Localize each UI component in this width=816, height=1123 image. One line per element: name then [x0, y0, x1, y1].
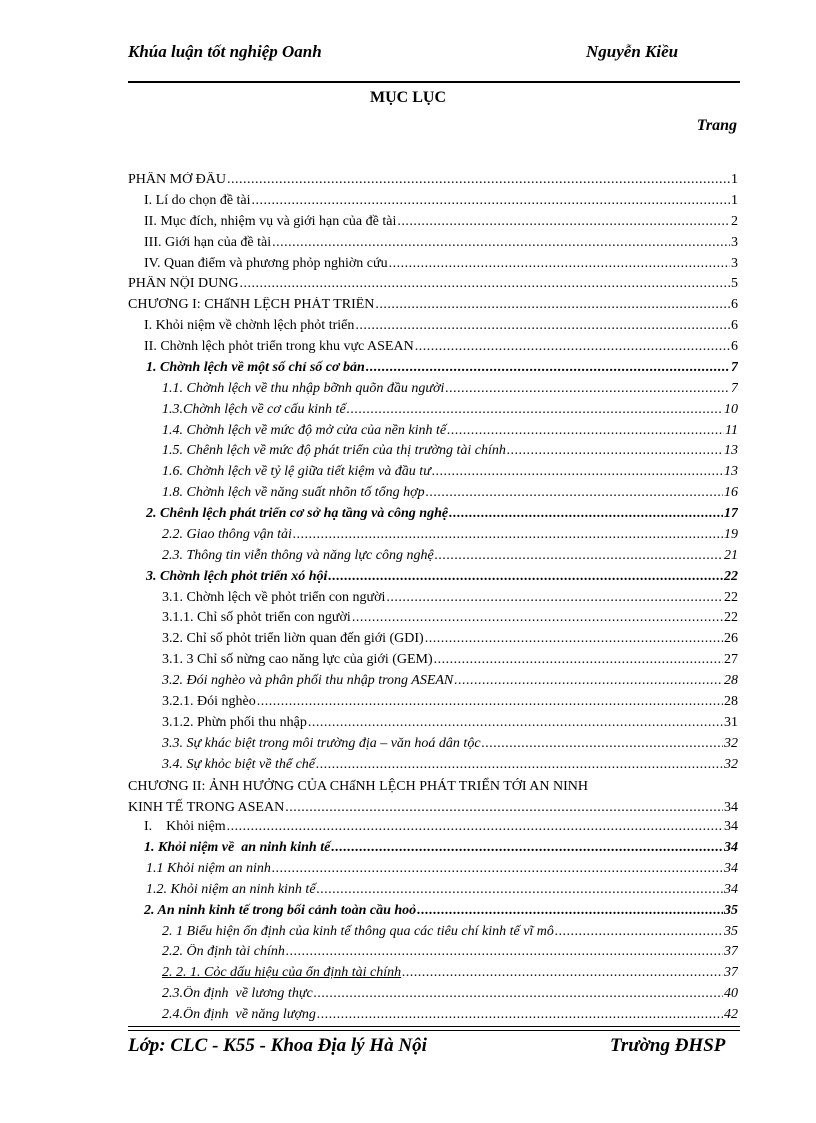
- toc-leader: [308, 715, 723, 731]
- toc-entry-page: 10: [724, 401, 738, 417]
- toc-leader: [285, 800, 723, 816]
- toc-leader: [293, 527, 723, 543]
- toc-leader: [507, 443, 723, 459]
- toc-entry-page: 31: [724, 714, 738, 730]
- toc-entry-text: III. Giới hạn của đề tài: [144, 234, 272, 250]
- toc-entry-page: 37: [724, 944, 738, 960]
- toc-entry-page: 27: [724, 652, 738, 668]
- toc-entry[interactable]: [128, 464, 738, 485]
- toc-entry[interactable]: [128, 506, 738, 527]
- toc-entry[interactable]: [128, 986, 738, 1007]
- toc-entry-page: 13: [724, 464, 738, 480]
- footer-right: Trường ĐHSP: [610, 1035, 726, 1056]
- toc-entry-text: 3.3. Sự khác biệt trong môi trường địa – văn hoá dân tộc: [162, 735, 481, 751]
- toc-leader: [352, 610, 723, 626]
- toc-entry-text: 1. Chờnh lệch về một số chỉ số cơ bản: [146, 359, 365, 375]
- toc-entry-text: 1. Khỏi niệm về an ninh kinh tế: [144, 840, 331, 855]
- toc-leader: [375, 297, 730, 313]
- toc-leader: [432, 464, 723, 480]
- toc-entry-text-cont: KINH TẾ TRONG ASEAN: [128, 800, 285, 816]
- toc-entry[interactable]: [128, 965, 738, 986]
- toc-leader: [454, 673, 723, 689]
- toc-leader: [272, 235, 730, 251]
- toc-entry-page: 3: [731, 234, 738, 250]
- toc-leader: [386, 590, 723, 606]
- toc-leader: [227, 819, 723, 835]
- toc-entry-text: 1.6. Chờnh lệch về tỷ lệ giữa tiết kiệm và đầu tư: [162, 464, 431, 480]
- toc-entry-text: CHƯƠNG I: CHấNH LỆCH PHÁT TRIỂN: [128, 297, 375, 313]
- toc-entry-page: 7: [731, 380, 738, 396]
- toc-entry-page: 40: [724, 986, 738, 1002]
- toc-leader: [397, 214, 730, 230]
- toc-entry[interactable]: [128, 381, 738, 402]
- page-column-label: Trang: [696, 117, 737, 134]
- toc-entry-text: PHẦN MỞ ĐẦU: [128, 172, 227, 187]
- toc-leader: [257, 694, 723, 710]
- toc-entry-text: 3.2. Đói nghèo và phân phối thu nhập trong ASEAN: [162, 673, 454, 688]
- toc-entry[interactable]: [128, 903, 738, 924]
- toc-entry[interactable]: [128, 193, 738, 214]
- toc-entry-text: 2. Chênh lệch phát triển cơ sở hạ tầng và công nghệ: [146, 506, 449, 521]
- toc-entry[interactable]: [128, 235, 738, 256]
- toc-entry-page: 19: [724, 526, 738, 542]
- table-of-contents: [128, 172, 738, 1028]
- toc-leader: [417, 903, 723, 919]
- toc-leader: [415, 339, 730, 355]
- toc-leader: [482, 736, 723, 752]
- toc-entry-text: 3.4. Sự khỏc biệt về thể chế: [162, 756, 316, 772]
- toc-entry-page: 22: [724, 610, 738, 626]
- toc-entry-page: 37: [724, 965, 738, 981]
- header-left: Khúa luận tốt nghiệp Oanh: [128, 42, 322, 61]
- toc-entry-text: 3.1.1. Chỉ số phỏt triển con người: [162, 610, 351, 626]
- toc-leader: [366, 360, 730, 376]
- toc-entry-page: 34: [724, 819, 738, 835]
- toc-entry-text: 3.2. Chỉ số phỏt triển liờn quan đến giới (GDI): [162, 631, 424, 647]
- toc-entry[interactable]: [128, 673, 738, 694]
- toc-leader: [426, 485, 723, 501]
- toc-leader: [227, 172, 730, 188]
- toc-entry[interactable]: [128, 819, 738, 840]
- toc-entry-text: 3.1.2. Phừn phối thu nhập: [162, 714, 307, 730]
- toc-entry-page: 35: [724, 902, 738, 918]
- toc-entry[interactable]: [128, 715, 738, 736]
- toc-entry[interactable]: [128, 944, 738, 965]
- toc-leader: [402, 965, 723, 981]
- toc-entry[interactable]: [128, 172, 738, 193]
- toc-entry-text: 1.1 Khỏi niệm an ninh: [146, 860, 271, 876]
- toc-leader: [425, 631, 723, 647]
- toc-entry[interactable]: [128, 757, 738, 778]
- toc-entry-text: 3.1. 3 Chỉ số nừng cao năng lực của giới (GEM): [162, 652, 433, 668]
- toc-entry[interactable]: [128, 527, 738, 548]
- toc-entry[interactable]: [128, 214, 738, 235]
- toc-leader: [389, 256, 730, 272]
- toc-entry-text: II. Mục đích, nhiệm vụ và giới hạn của đề tài: [144, 213, 397, 229]
- toc-entry-text: 2.4.Ổn định về năng lượng: [162, 1007, 316, 1022]
- toc-entry[interactable]: [128, 694, 738, 715]
- toc-leader: [449, 506, 723, 522]
- toc-entry-text: 1.4. Chờnh lệch về mức độ mở cửa của nền kinh tế: [162, 422, 447, 438]
- toc-entry-page: 6: [731, 297, 738, 313]
- toc-entry[interactable]: [128, 485, 738, 506]
- toc-leader: [317, 882, 723, 898]
- toc-entry-text: 3.1. Chờnh lệch về phỏt triển con người: [162, 589, 386, 605]
- toc-entry[interactable]: [128, 569, 738, 590]
- toc-entry-text: I. Khỏi niệm: [144, 819, 226, 835]
- toc-entry-page: 13: [724, 443, 738, 459]
- toc-leader: [447, 423, 724, 439]
- toc-entry-page: 34: [724, 800, 738, 816]
- toc-entry-page: 3: [731, 255, 738, 271]
- toc-entry[interactable]: [128, 339, 738, 360]
- toc-entry-text: 2.2. Ổn định tài chính: [162, 944, 285, 960]
- toc-leader: [239, 276, 730, 292]
- toc-leader: [286, 944, 723, 960]
- toc-entry[interactable]: [128, 443, 738, 464]
- toc-entry-text: CHƯƠNG II: ẢNH HƯỞNG CỦA CHấNH LỆCH PHÁT TRIỂN TỚI AN NINH: [128, 779, 588, 795]
- toc-entry[interactable]: [128, 318, 738, 339]
- toc-entry-text: 3.2.1. Đói nghèo: [162, 693, 256, 709]
- toc-entry-page: 5: [731, 276, 738, 292]
- toc-entry-text: 1.1. Chờnh lệch về thu nhập bỡnh quõn đầu người: [162, 380, 445, 396]
- toc-leader: [316, 757, 723, 773]
- toc-entry[interactable]: [128, 548, 738, 569]
- toc-leader: [555, 924, 723, 940]
- toc-entry[interactable]: [128, 402, 738, 423]
- toc-entry-page: 28: [724, 673, 738, 688]
- page-title: MỤC LỤC: [370, 89, 446, 106]
- toc-entry-page: 34: [724, 881, 738, 897]
- toc-entry-page: 35: [724, 923, 738, 939]
- toc-entry[interactable]: [128, 610, 738, 631]
- toc-entry-page: 7: [731, 359, 738, 375]
- toc-entry-page: 1: [731, 172, 738, 187]
- toc-entry-page: 26: [724, 631, 738, 647]
- toc-entry-text: 2. 1 Biểu hiện ổn định của kinh tế thông qua các tiêu chí kinh tế vĩ mô: [162, 923, 554, 939]
- toc-entry-page: 34: [724, 860, 738, 876]
- toc-entry-text: 2.2. Giao thông vận tải: [162, 526, 292, 542]
- toc-leader: [355, 318, 730, 334]
- toc-entry[interactable]: [128, 276, 738, 297]
- toc-entry-page: 11: [725, 422, 738, 438]
- header-rule: [128, 81, 740, 83]
- toc-leader: [317, 1007, 723, 1023]
- toc-leader: [272, 861, 723, 877]
- toc-entry-page: 32: [724, 756, 738, 772]
- toc-entry[interactable]: [128, 777, 738, 819]
- toc-entry-text: 3. Chờnh lệch phỏt triển xó hội: [146, 568, 328, 584]
- footer-rule: [128, 1026, 740, 1027]
- toc-leader: [328, 569, 723, 585]
- toc-entry[interactable]: [128, 882, 738, 903]
- toc-entry-page: 6: [731, 318, 738, 334]
- toc-entry[interactable]: [128, 861, 738, 882]
- toc-entry-text: 2. 2. 1. Cỏc dấu hiệu của ổn định tài chính: [162, 965, 402, 981]
- toc-entry[interactable]: [128, 924, 738, 945]
- toc-entry[interactable]: [128, 423, 738, 444]
- toc-entry-page: 28: [724, 693, 738, 709]
- toc-entry-page: 22: [724, 589, 738, 605]
- toc-entry-page: 34: [724, 840, 738, 855]
- toc-entry-text: PHẦN NỘI DUNG: [128, 276, 239, 292]
- toc-entry[interactable]: [128, 297, 738, 318]
- footer-left: Lớp: CLC - K55 - Khoa Địa lý Hà Nội: [128, 1035, 427, 1056]
- toc-entry-text: 1.5. Chênh lệch về mức độ phát triển của thị trường tài chính: [162, 443, 506, 459]
- toc-leader: [252, 193, 730, 209]
- toc-entry-text: IV. Quan điểm và phương phỏp nghiờn cứu: [144, 255, 388, 271]
- toc-entry-page: 16: [724, 485, 738, 501]
- toc-entry-text: 1.2. Khỏi niệm an ninh kinh tế: [146, 881, 316, 897]
- toc-entry-text: 2.3. Thông tin viễn thông và năng lực công nghệ: [162, 547, 434, 563]
- toc-entry-page: 1: [731, 192, 738, 208]
- toc-entry-page: 32: [724, 735, 738, 751]
- toc-entry-page: 6: [731, 339, 738, 354]
- toc-entry[interactable]: [128, 590, 738, 611]
- toc-entry-page: 22: [724, 568, 738, 584]
- toc-entry[interactable]: [128, 652, 738, 673]
- toc-entry[interactable]: [128, 840, 738, 861]
- toc-entry-text: 2. An ninh kinh tế trong bối cảnh toàn cầu hoỏ: [144, 902, 417, 918]
- footer-rule: [128, 1030, 740, 1031]
- toc-leader: [331, 840, 723, 856]
- toc-entry-text: 1.8. Chờnh lệch về năng suất nhõn tố tổng hợp: [162, 485, 425, 501]
- toc-entry-page: 21: [724, 547, 738, 563]
- toc-entry[interactable]: [128, 736, 738, 757]
- toc-leader: [435, 548, 723, 564]
- toc-leader: [445, 381, 730, 397]
- toc-entry-text: 2.3.Ổn định về lương thực: [162, 986, 313, 1002]
- toc-leader: [347, 402, 723, 418]
- toc-entry-page: 42: [724, 1007, 738, 1022]
- toc-leader: [314, 986, 723, 1002]
- toc-entry-page: 17: [724, 506, 738, 521]
- header-right: Nguyễn Kiều: [586, 42, 679, 61]
- toc-entry-page: 2: [731, 213, 738, 229]
- toc-entry-text: II. Chờnh lệch phỏt triển trong khu vực ASEAN: [144, 339, 414, 354]
- toc-entry[interactable]: [128, 1007, 738, 1028]
- toc-entry-text: I. Lí do chọn đề tài: [144, 192, 251, 208]
- toc-leader: [434, 652, 723, 668]
- toc-entry-text: 1.3.Chờnh lệch về cơ cấu kinh tế: [162, 401, 346, 417]
- toc-entry[interactable]: [128, 360, 738, 381]
- toc-entry[interactable]: [128, 256, 738, 277]
- toc-entry[interactable]: [128, 631, 738, 652]
- toc-entry-text: I. Khỏi niệm về chờnh lệch phỏt triển: [144, 318, 355, 334]
